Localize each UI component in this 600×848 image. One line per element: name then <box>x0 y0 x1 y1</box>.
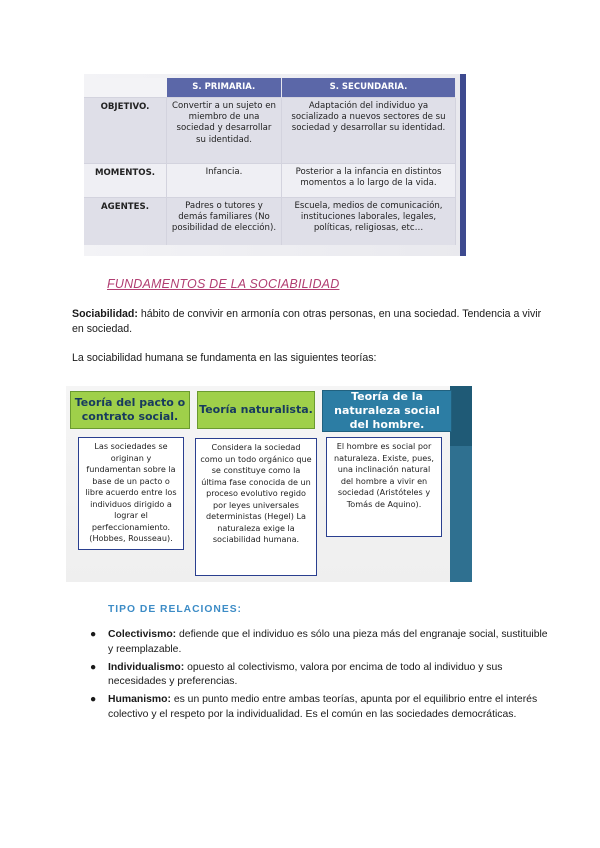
table-row <box>84 198 456 246</box>
table-accent-bar <box>460 74 466 256</box>
cell-primaria: Convertir a un sujeto en miembro de una sociedad y desarrollar su identidad. <box>167 98 282 164</box>
relation-text: es un punto medio entre ambas teorías, apunta por el equilibrio entre el interés colectivo y el respeto por la individualidad. Es el común en las sociedades democráticas. <box>108 694 538 720</box>
table-row <box>84 98 456 164</box>
row-label: MOMENTOS. <box>84 164 167 198</box>
table-header-blank <box>84 78 167 98</box>
bullet-icon: ● <box>90 629 97 640</box>
socialization-table-image <box>84 74 464 256</box>
cell-secundaria: Escuela, medios de comunicación, instituciones laborales, legales, políticas, religiosas, etc… <box>282 198 456 246</box>
definition-text: hábito de convivir en armonía con otras personas, en una sociedad. Tendencia a vivir en sociedad. <box>72 308 542 335</box>
theory-title-naturaleza-social: Teoría de la naturaleza social del hombre. <box>322 390 452 432</box>
cell-secundaria: Posterior a la infancia en distintos momentos a lo largo de la vida. <box>282 164 456 198</box>
relation-term: Individualismo: <box>108 661 185 673</box>
relation-text: defiende que el individuo es sólo una pieza más del engranaje social, sustituible y reemplazable. <box>108 629 548 655</box>
relation-term: Humanismo: <box>108 694 171 706</box>
socialization-table <box>84 78 456 245</box>
row-label: AGENTES. <box>84 198 167 246</box>
list-item <box>88 661 548 691</box>
theories-diagram-image <box>66 386 472 582</box>
relation-term: Colectivismo: <box>108 629 177 640</box>
theories-side-band-lower <box>450 446 472 582</box>
theory-title-naturalista: Teoría naturalista. <box>197 391 315 429</box>
definition-paragraph <box>72 307 542 337</box>
relations-list <box>88 628 548 726</box>
theory-title-pacto: Teoría del pacto o contrato social. <box>70 391 190 429</box>
table-row <box>84 164 456 198</box>
list-item <box>88 693 548 723</box>
table-header-secundaria: S. SECUNDARIA. <box>282 78 456 98</box>
cell-primaria: Infancia. <box>167 164 282 198</box>
list-item <box>88 628 548 658</box>
table-header-row <box>84 78 456 98</box>
bullet-icon: ● <box>90 661 97 673</box>
cell-primaria: Padres o tutores y demás familiares (No posibilidad de elección). <box>167 198 282 246</box>
row-label: OBJETIVO. <box>84 98 167 164</box>
section-title: FUNDAMENTOS DE LA SOCIABILIDAD <box>107 277 340 291</box>
intro-paragraph: La sociabilidad humana se fundamenta en las siguientes teorías: <box>72 352 377 364</box>
table-header-primaria: S. PRIMARIA. <box>167 78 282 98</box>
relations-title: TIPO DE RELACIONES: <box>108 604 242 615</box>
bullet-icon: ● <box>90 694 97 706</box>
theory-box-pacto: Las sociedades se originan y fundamentan sobre la base de un pacto o libre acuerdo entre los individuos dirigido a lograr el perfeccionamiento. (Hobbes, Rousseau). <box>78 437 184 550</box>
cell-secundaria: Adaptación del individuo ya socializado a nuevos sectores de su sociedad y desarrollar su identidad. <box>282 98 456 164</box>
theory-box-naturalista: Considera la sociedad como un todo orgánico que se constituye como la última fase conocida de un proceso evolutivo regido por leyes universales deterministas (Hegel) La naturaleza exige la sociabilidad humana. <box>195 438 317 576</box>
relation-text: opuesto al colectivismo, valora por encima de todo al individuo y sus necesidades y preferencias. <box>108 661 503 688</box>
definition-term: Sociabilidad: <box>72 308 138 320</box>
theory-box-naturaleza-social: El hombre es social por naturaleza. Existe, pues, una inclinación natural del hombre a vivir en sociedad (Aristóteles y Tomás de Aquino). <box>326 437 442 537</box>
